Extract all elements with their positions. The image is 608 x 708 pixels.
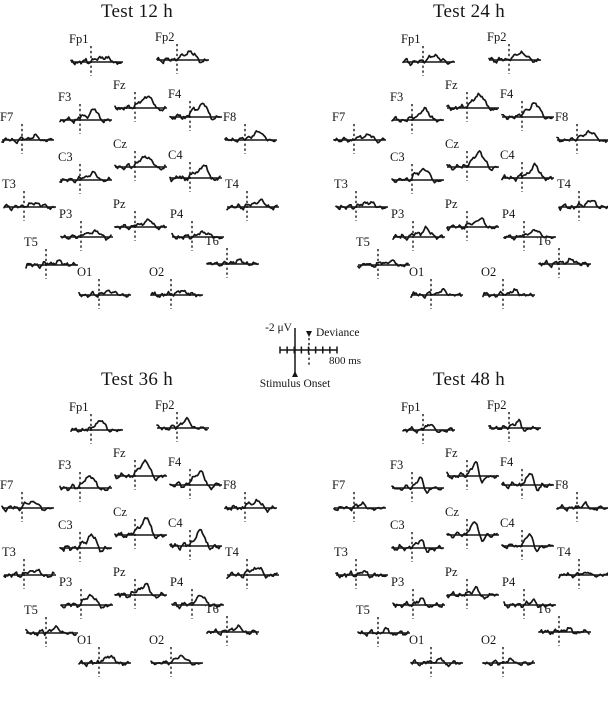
erp-trace-Fp2 [155,398,213,448]
erp-waveform [225,500,275,513]
electrode-label-O2: O2 [481,265,497,279]
erp-waveform [207,625,257,635]
erp-trace-T6 [205,234,263,284]
trace-grid-12h [0,0,286,340]
waveform-svg-C4 [168,516,224,566]
erp-waveform [115,460,165,480]
erp-trace-C3 [58,518,116,568]
electrode-label-T3: T3 [334,177,348,191]
erp-trace-O2 [149,633,207,683]
erp-trace-Fp2 [155,30,213,80]
electrode-label-T6: T6 [205,234,219,248]
waveform-svg-F8 [555,110,608,160]
waveform-svg-Fp2 [487,398,543,448]
erp-trace-Fz [445,446,503,496]
erp-trace-T4 [557,545,608,595]
waveform-svg-O2 [481,633,537,683]
erp-trace-T6 [205,602,263,652]
electrode-label-T5: T5 [356,235,370,249]
erp-trace-F3 [58,458,116,508]
erp-waveform [447,587,497,599]
electrode-label-C4: C4 [500,516,515,530]
erp-trace-O1 [77,265,135,315]
electrode-label-Fp1: Fp1 [401,32,421,46]
waveform-svg-Fz [445,78,501,128]
erp-waveform [170,530,220,550]
electrode-label-P4: P4 [502,575,516,589]
erp-waveform [170,471,220,490]
waveform-svg-T4 [225,177,281,227]
electrode-label-T4: T4 [225,177,239,191]
erp-waveform [557,502,607,511]
waveform-svg-F7 [0,110,56,160]
erp-trace-Fp1 [401,400,459,450]
waveform-svg-F3 [390,458,446,508]
electrode-label-Cz: Cz [113,505,127,519]
trace-grid-48h [332,368,608,708]
electrode-label-F7: F7 [0,478,14,492]
erp-trace-C3 [390,518,448,568]
erp-trace-Fp2 [487,398,545,448]
waveform-svg-T6 [537,602,593,652]
electrode-label-Fp1: Fp1 [69,32,89,46]
electrode-label-Fp2: Fp2 [155,30,175,44]
electrode-label-T3: T3 [2,545,16,559]
scale-label: -2 μV [265,322,292,334]
erp-waveform [411,289,461,298]
electrode-label-F3: F3 [390,90,404,104]
erp-waveform [539,259,589,268]
erp-trace-T3 [334,545,392,595]
erp-waveform [26,626,76,636]
erp-waveform [2,502,52,512]
waveform-svg-O1 [77,265,133,315]
electrode-label-T4: T4 [225,545,239,559]
erp-trace-Pz [445,565,503,615]
electrode-label-Cz: Cz [445,505,459,519]
electrode-label-Pz: Pz [445,197,458,211]
erp-waveform [392,477,442,493]
erp-waveform [60,172,110,183]
erp-waveform [358,260,408,268]
electrode-label-C3: C3 [58,518,73,532]
electrode-label-T5: T5 [24,603,38,617]
electrode-label-C4: C4 [168,148,183,162]
waveform-svg-T5 [356,235,412,285]
erp-waveform [358,628,408,636]
waveform-svg-F7 [332,478,388,528]
erp-waveform [227,568,277,579]
waveform-svg-T6 [205,234,261,284]
erp-waveform [60,109,110,123]
waveform-svg-T4 [557,177,608,227]
waveform-svg-C4 [500,148,556,198]
electrode-label-F7: F7 [332,478,346,492]
waveform-svg-T4 [557,545,608,595]
waveform-svg-Fz [445,446,501,496]
electrode-label-P3: P3 [59,575,73,589]
waveform-svg-C3 [58,518,114,568]
waveform-svg-Cz [113,137,169,187]
waveform-svg-F7 [0,478,56,528]
electrode-label-C4: C4 [168,516,183,530]
electrode-label-O2: O2 [149,633,165,647]
waveform-svg-Cz [445,137,501,187]
erp-waveform [334,134,384,143]
electrode-label-Pz: Pz [113,197,126,211]
electrode-label-P4: P4 [170,207,184,221]
erp-trace-C4 [168,516,226,566]
deviance-label: Deviance [316,327,360,339]
electrode-label-Cz: Cz [113,137,127,151]
waveform-svg-F3 [58,90,114,140]
erp-trace-F8 [555,110,608,160]
erp-waveform [411,658,461,666]
erp-waveform [392,540,442,552]
erp-trace-O1 [77,633,135,683]
electrode-label-F4: F4 [500,455,514,469]
erp-trace-O2 [481,265,539,315]
electrode-label-F3: F3 [58,458,72,472]
erp-waveform [4,570,54,578]
waveform-svg-T3 [334,177,390,227]
erp-trace-F3 [58,90,116,140]
electrode-label-Fz: Fz [113,446,126,460]
erp-trace-C4 [500,516,558,566]
electrode-label-T6: T6 [537,234,551,248]
waveform-svg-F4 [168,455,224,505]
electrode-label-F8: F8 [223,478,237,492]
erp-waveform [502,474,552,491]
electrode-label-O1: O1 [77,633,93,647]
panel-title-48h: Test 48 h [432,369,506,390]
panel-title-36h: Test 36 h [100,369,174,390]
electrode-label-T3: T3 [334,545,348,559]
erp-trace-F7 [0,110,58,160]
erp-trace-Fp1 [69,400,127,450]
erp-trace-O2 [481,633,539,683]
erp-waveform [502,534,552,552]
erp-trace-O1 [409,265,467,315]
waveform-svg-F8 [555,478,608,528]
waveform-svg-F7 [332,110,388,160]
electrode-label-O1: O1 [409,633,425,647]
waveform-svg-O1 [409,265,465,315]
panel-title-12h: Test 12 h [100,1,174,22]
electrode-label-F8: F8 [555,478,569,492]
electrode-label-F8: F8 [223,110,237,124]
erp-trace-T3 [334,177,392,227]
erp-trace-T4 [225,545,283,595]
erp-waveform [79,290,129,297]
electrode-label-F7: F7 [332,110,346,124]
erp-trace-Pz [113,197,171,247]
waveform-svg-Fp2 [155,398,211,448]
electrode-label-P4: P4 [170,575,184,589]
electrode-label-Cz: Cz [445,137,459,151]
electrode-label-P3: P3 [391,575,405,589]
waveform-svg-F8 [223,478,279,528]
waveform-svg-T6 [537,234,593,284]
electrode-label-T5: T5 [24,235,38,249]
erp-trace-T5 [356,235,414,285]
waveform-svg-O2 [149,633,205,683]
erp-trace-Cz [113,505,171,555]
erp-waveform [336,202,386,210]
waveform-svg-C3 [58,150,114,200]
erp-waveform [227,199,277,209]
erp-trace-F4 [168,87,226,137]
erp-trace-F7 [332,478,390,528]
waveform-svg-Pz [113,565,169,615]
trace-grid-36h [0,368,286,708]
erp-waveform [71,57,121,65]
erp-trace-O2 [149,265,207,315]
waveform-svg-O1 [409,633,465,683]
erp-trace-Pz [113,565,171,615]
erp-waveform [60,534,110,551]
waveform-svg-T6 [205,602,261,652]
waveform-svg-F4 [168,87,224,137]
waveform-svg-O1 [77,633,133,683]
erp-trace-T6 [537,602,595,652]
waveform-svg-T3 [2,177,58,227]
erp-trace-F4 [500,455,558,505]
electrode-label-F8: F8 [555,110,569,124]
erp-trace-C3 [390,150,448,200]
erp-trace-F8 [555,478,608,528]
electrode-label-C3: C3 [390,518,405,532]
electrode-label-Fp2: Fp2 [155,398,175,412]
erp-waveform [447,462,497,483]
waveform-svg-T5 [356,603,412,653]
erp-waveform [157,51,207,63]
waveform-svg-Fz [113,446,169,496]
waveform-svg-Fp1 [69,400,125,450]
time-scale-label: 800 ms [328,355,362,367]
trace-grid-24h [332,0,608,340]
electrode-label-Fz: Fz [445,78,458,92]
waveform-svg-C4 [500,516,556,566]
stimulus-onset-label: Stimulus Onset [259,378,331,390]
electrode-label-T6: T6 [205,602,219,616]
electrode-label-C4: C4 [500,148,515,162]
waveform-svg-O2 [149,265,205,315]
electrode-label-Pz: Pz [445,565,458,579]
electrode-label-O1: O1 [409,265,425,279]
erp-trace-T6 [537,234,595,284]
electrode-label-Fz: Fz [113,78,126,92]
waveform-svg-T3 [2,545,58,595]
erp-waveform [539,628,589,635]
erp-trace-T3 [2,545,60,595]
electrode-label-P3: P3 [391,207,405,221]
electrode-label-F3: F3 [58,90,72,104]
erp-trace-T4 [557,177,608,227]
erp-waveform [207,259,257,266]
erp-waveform [2,134,52,143]
waveform-svg-Fz [113,78,169,128]
electrode-label-F7: F7 [0,110,14,124]
electrode-label-T3: T3 [2,177,16,191]
waveform-svg-Fp2 [155,30,211,80]
waveform-svg-O2 [481,265,537,315]
erp-trace-Cz [113,137,171,187]
waveform-svg-C3 [390,518,446,568]
erp-waveform [403,55,453,66]
erp-trace-F3 [390,90,448,140]
erp-waveform [483,658,533,665]
erp-waveform [79,656,129,667]
erp-trace-Fz [113,78,171,128]
stimulus-onset-triangle-icon [292,371,298,377]
electrode-label-F4: F4 [168,87,182,101]
erp-trace-Fp1 [69,32,127,82]
electrode-label-C3: C3 [390,150,405,164]
erp-trace-T5 [24,235,82,285]
electrode-label-P4: P4 [502,207,516,221]
electrode-label-Fp2: Fp2 [487,30,507,44]
erp-trace-T5 [356,603,414,653]
erp-trace-T5 [24,603,82,653]
erp-trace-Fz [445,78,503,128]
waveform-svg-Pz [445,197,501,247]
waveform-svg-Cz [445,505,501,555]
electrode-label-O2: O2 [481,633,497,647]
electrode-label-T4: T4 [557,177,571,191]
erp-waveform [447,218,497,230]
waveform-svg-C4 [168,148,224,198]
waveform-svg-Fp1 [401,400,457,450]
electrode-label-C3: C3 [58,150,73,164]
erp-waveform [115,219,165,229]
electrode-label-F4: F4 [500,87,514,101]
erp-trace-F8 [223,478,281,528]
erp-trace-T4 [225,177,283,227]
waveform-svg-T5 [24,235,80,285]
electrode-label-Fz: Fz [445,446,458,460]
electrode-label-Pz: Pz [113,565,126,579]
erp-trace-C3 [58,150,116,200]
erp-trace-Pz [445,197,503,247]
electrode-label-F4: F4 [168,455,182,469]
erp-waveform [334,502,384,511]
waveform-svg-Pz [445,565,501,615]
erp-trace-F4 [500,87,558,137]
erp-trace-F8 [223,110,281,160]
waveform-svg-F8 [223,110,279,160]
waveform-svg-Cz [113,505,169,555]
erp-waveform [403,425,453,433]
waveform-svg-Fp2 [487,30,543,80]
waveform-svg-Pz [113,197,169,247]
panel-test-12h [0,0,286,340]
erp-waveform [26,260,76,268]
electrode-label-O2: O2 [149,265,165,279]
erp-trace-Cz [445,505,503,555]
erp-waveform [489,51,539,63]
erp-trace-F7 [0,478,58,528]
panel-test-36h [0,368,286,708]
waveform-svg-F4 [500,455,556,505]
erp-trace-C4 [168,148,226,198]
erp-trace-Fz [113,446,171,496]
erp-trace-Cz [445,137,503,187]
electrode-label-Fp2: Fp2 [487,398,507,412]
erp-waveform [489,420,539,432]
erp-trace-T3 [2,177,60,227]
electrode-label-T5: T5 [356,603,370,617]
electrode-label-T4: T4 [557,545,571,559]
panel-title-24h: Test 24 h [432,1,506,22]
waveform-svg-T5 [24,603,80,653]
erp-waveform [115,584,165,598]
calibration-legend [246,302,376,390]
erp-trace-Fp2 [487,30,545,80]
erp-trace-C4 [500,148,558,198]
electrode-label-Fp1: Fp1 [401,400,421,414]
erp-trace-Fp1 [401,32,459,82]
electrode-label-P3: P3 [59,207,73,221]
waveform-svg-T3 [334,545,390,595]
erp-waveform [559,201,608,211]
erp-waveform [151,291,201,298]
electrode-label-F3: F3 [390,458,404,472]
waveform-svg-Fp1 [401,32,457,82]
waveform-svg-C3 [390,150,446,200]
waveform-svg-T4 [225,545,281,595]
waveform-svg-F3 [390,90,446,140]
electrode-label-T6: T6 [537,602,551,616]
erp-trace-F4 [168,455,226,505]
waveform-svg-F3 [58,458,114,508]
erp-trace-F7 [332,110,390,160]
electrode-label-Fp1: Fp1 [69,400,89,414]
erp-waveform [447,522,497,541]
panel-test-24h [332,0,608,340]
waveform-svg-Fp1 [69,32,125,82]
waveform-svg-F4 [500,87,556,137]
erp-waveform [115,156,165,170]
calibration-legend-svg [246,302,376,390]
erp-trace-O1 [409,633,467,683]
electrode-label-O1: O1 [77,265,93,279]
panel-test-48h [332,368,608,708]
erp-trace-F3 [390,458,448,508]
deviance-triangle-icon [306,331,312,337]
erp-waveform [170,165,220,181]
